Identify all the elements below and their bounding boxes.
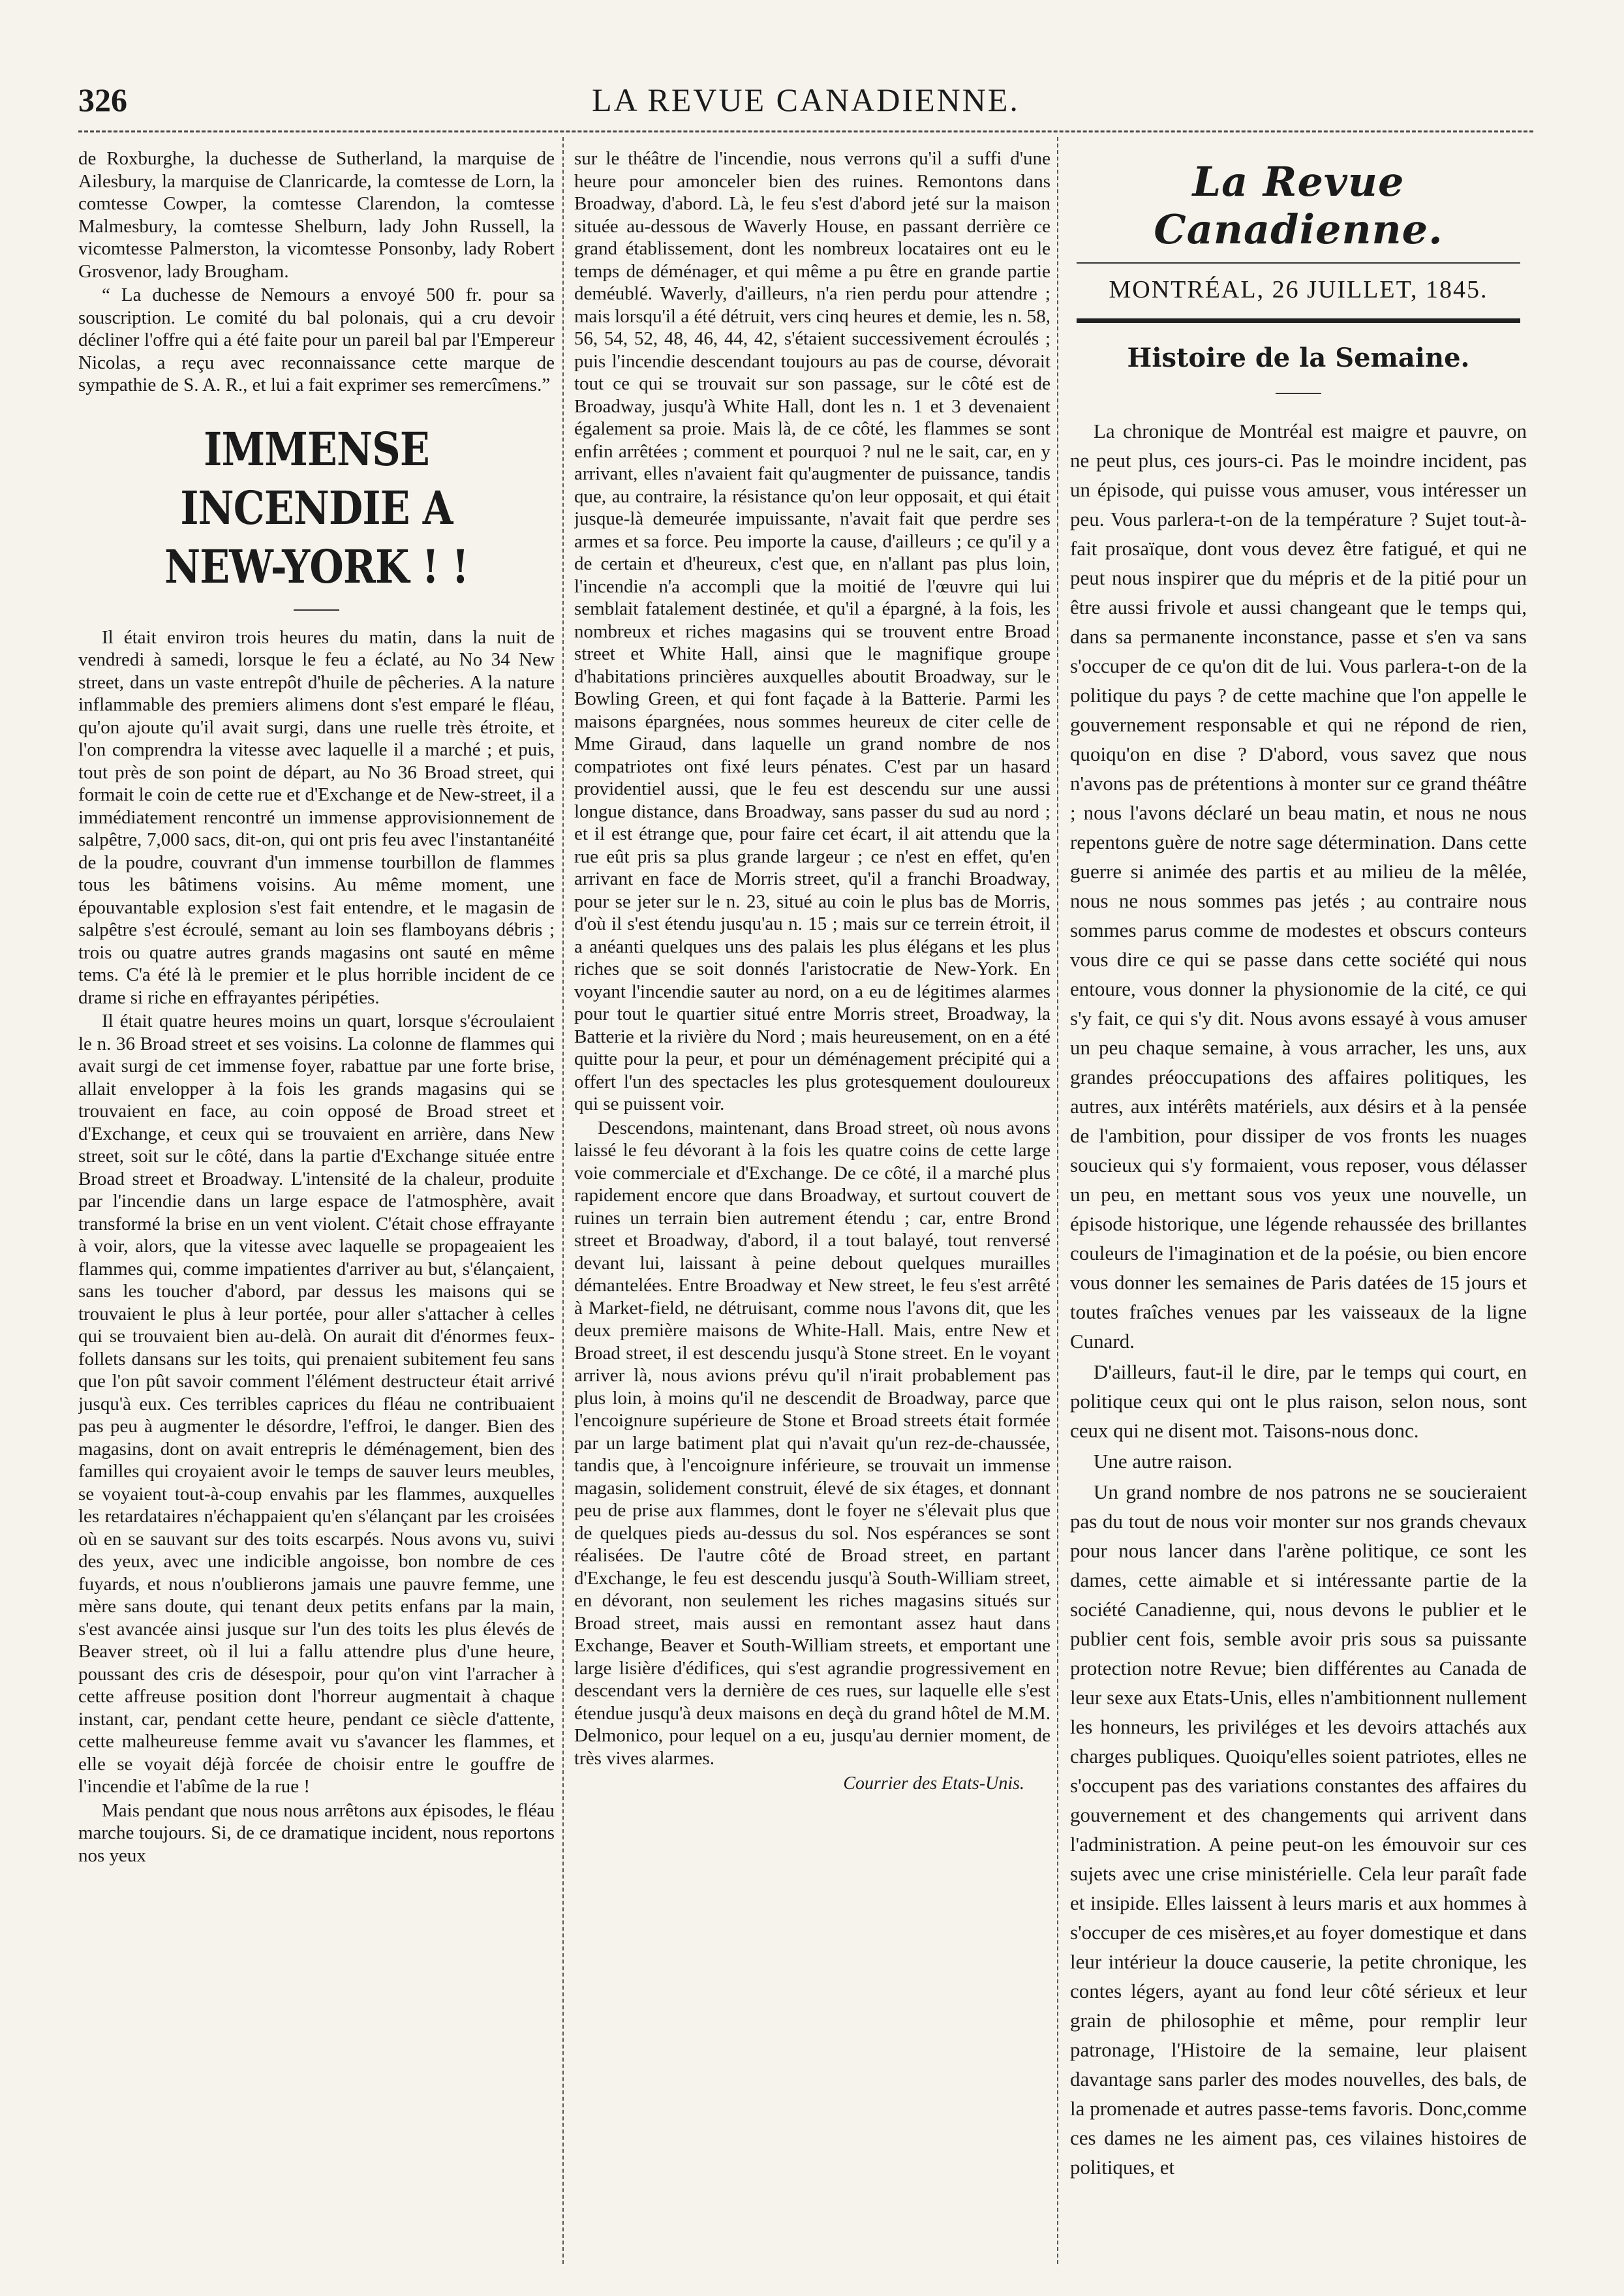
chronique-paragraph-3: Une autre raison. — [1094, 1450, 1233, 1473]
section-title: Histoire de la Semaine. — [1127, 343, 1470, 373]
dateline: MONTRÉAL, 26 JUILLET, 1845. — [1109, 276, 1488, 303]
article-title — [112, 420, 521, 596]
column-2 — [574, 147, 1050, 2255]
article-paragraph-2: Il était quatre heures moins un quart, lorsque s'écroulaient le n. 36 Broad street et ses voisins. La colonne de flammes qui avait surgi de cet immense foyer, rabattue par une forte brise, allait envelopper à la fois les grands magasins qui se trouvaient en face, au coin opposé de Broad street et d'Exchange, et ceux qui se trouvaient en arrière, dans New street, soit sur le côté, dans la partie d'Exchange située entre Broad street et Broadway. L'intensité de la chaleur, produite par l'incendie dans un large espace de l'atmosphère, avait transformé la brise en un vent violent. C'était chose effrayante à voir, alors, que la vitesse avec laquelle se propageaient les flammes qui, comme impatientes d'arriver au but, s'élançaient, sans les toucher d'abord, par dessus les maisons qui se trouvaient le plus à leur portée, pour aller s'attacher à celles qui se trouvaient bien au-delà. On aurait dit d'énormes feux-follets dansans sur les toits, qui prenaient subitement feu sans que l'on pût savoir comment l'élément destructeur était arrivé jusqu'à eux. Ces terribles caprices du fléau ne contribuaient pas peu à augmenter le désordre, l'effroi, le danger. Bien des magasins, dont on avait entrepris le déménagement, bien des familles qui croyaient avoir le temps de sauver leurs meubles, se voyaient tout-à-coup envahis par les flammes, auxquelles les retardataires n'échappaient qu'en s'élançant par les croisées où en se sauvant sur des toits escarpés. Nous avons vu, suivi des yeux, avec une indicible angoisse, bon nombre de ces fuyards, et nous n'oublierons jamais une pauvre femme, une mère sans doute, qui tenant deux petits enfans par la main, s'est avancée ainsi jusque sur l'un des toits les plus élevés de Beaver street, où il lui a fallu attendre plus d'une heure, poussant des cris de désespoir, pour qu'on vint l'arracher à cette affreuse position dont l'horreur augmentait à chaque instant, car, pendant cette heure, pendant ce siècle d'attente, cette malheureuse femme avait vu s'avancer les flammes, et elle se voyait déjà forcée de choisir entre le gouffre de l'incendie et l'abîme de la rue ! — [78, 1011, 555, 1797]
masthead-logo: La Revue Canadienne. — [1154, 158, 1443, 253]
title-rule — [294, 609, 339, 611]
page-header — [78, 81, 1533, 133]
quote-paragraph: “ La duchesse de Nemours a envoyé 500 fr. pour sa souscription. Le comité du bal polonais, qui a cru devoir décliner l'offre qui a été faite pour un pareil bal par l'Empereur Nicolas, a reçu avec reconnaissance cette marque de sympathie de S. A. R., et lui a fait exprimer ses remercîmens.” — [78, 284, 555, 395]
article-signature: Courrier des Etats-Unis. — [843, 1773, 1024, 1794]
article-paragraph-1: Il était environ trois heures du matin, dans la nuit de vendredi à samedi, lorsque le feu a éclaté, au No 34 New street, dans un vaste entrepôt d'huile de pêcheries. A la nature inflammable des premiers alimens dont s'est emparé le fléau, qu'on ajoute qu'il avait surgi, dans une ruelle très étroite, et l'on comprendra la vitesse avec laquelle il a marché ; et puis, tout près de son point de départ, au No 36 Broad street, qui formait le coin de cette rue et d'Exchange et de New-street, il a immédiatement rencontré un immense approvisionnement de salpêtre, 7,000 sacs, dit-on, qui ont pris feu avec l'instantanéité de la poudre, couvrant d'un immense tourbillon de flammes tous les bâtimens voisins. Au même moment, une épouvantable explosion s'est fait entendre, et le magasin de salpêtre s'est écroulé, semant au loin ses flamboyans débris ; trois ou quatre autres grands magasins ont sauté en même tems. C'a été là le premier et le plus horrible incident de ce drame si riche en effrayantes péripéties. — [78, 626, 555, 1008]
article-title-line-1: IMMENSE INCENDIE A — [180, 421, 453, 535]
dateline-rule — [1077, 318, 1520, 323]
section-rule — [1276, 393, 1321, 394]
chronique-paragraph-4: Un grand nombre de nos patrons ne se soucieraient pas du tout de nous voir monter sur nos grands chevaux pour nous lancer dans l'arène politique, ce sont les dames, cette aimable et si intéressante partie de la société Canadienne, qui, nous devons le publier et le publier cent fois, semble avoir pris sous sa puissante protection notre Revue; bien différentes au Canada de leur sexe aux Etats-Unis, elles n'ambitionnent nullement les honneurs, les priviléges et les devoirs attachés aux charges publiques. Quoiqu'elles soient patriotes, elles ne s'occupent pas des variations constantes des affaires du gouvernement et des changements qui arrivent dans l'administration. A peine peut-on les émouvoir sur ces sujets avec une crise ministérielle. Cela leur paraît fade et insipide. Elles laissent à leurs maris et aux hommes à s'occuper de ces misères,et au foyer domestique et dans leur intérieur la douce causerie, la petite chronique, les contes légers, ayant au fond leur côté sérieux et leur grain de philosophie et même, pour remplir leur patronage, l'Histoire de la semaine, leur plaisent davantage sans parler des modes nouvelles, des bals, de la promenade et autres passe-tems favoris. Donc,comme ces dames ne les aiment pas, ces vilaines histoires de politiques, et — [1070, 1480, 1527, 2179]
chronique-paragraph-1: La chronique de Montréal est maigre et pauvre, on ne peut plus, ces jours-ci. Pas le moindre incident, pas un épisode, qui puisse vous amuser, vous intéresser un peu. Vous parlera-t-on de la température ? Sujet tout-à-fait prosaïque, dont vous devez être fatigué, et qui ne peut nous inspirer que du mépris et de la pitié pour un être aussi frivole et aussi changeant que le temps qui, dans sa permanente inconstance, passe et s'en va sans s'occuper de ce qu'on dit de lui. Vous parlera-t-on de la politique du pays ? de cette machine que l'on appelle le gouvernement responsable et qui ne répond de rien, quoiqu'on en dise ? D'abord, vous savez que nous n'avons pas de prétentions à monter sur ce grand théâtre ; nous l'avons déclaré un beau matin, et nous ne nous repentons guère de notre sage détermination. Dans cette guerre si animée des partis et au milieu de la mêlée, nous ne nous sommes pas jetés ; au contraire nous sommes parus comme de modestes et obscurs conteurs vous dire ce qui se passe dans cette société qui nous entoure, vous donner la physionomie de la cité, ce qui s'y fait, ce qui s'y dit. Nous avons essayé à vous amuser un peu chaque semaine, à vous arracher, les uns, aux grandes préoccupations des affaires politiques, les autres, aux intérêts matériels, aux désirs et à la pensée de l'ambition, pour dissiper de vos fronts les nuages soucieux qui s'y formaient, vous reposer, vous délasser un peu, en mettant sous vos yeux une nouvelle, un épisode historique, une légende rehaussée des brillantes couleurs de l'imagination et de la poésie, ou bien encore vous donner les semaines de Paris datées de 15 jours et toutes fraîches venues par les vaisseaux de la ligne Cunard. — [1070, 420, 1527, 1353]
column-divider-1 — [562, 137, 564, 2264]
chronique-paragraph-2: D'ailleurs, faut-il le dire, par le temps qui court, en politique ceux qui ont le plus raison, selon nous, sont ceux qui ne disent mot. Taisons-nous donc. — [1070, 1360, 1527, 1442]
column-divider-2 — [1057, 137, 1058, 2264]
column-1 — [78, 147, 555, 2255]
column-3 — [1070, 147, 1527, 2255]
intro-paragraph: de Roxburghe, la duchesse de Sutherland, la marquise de Ailesbury, la marquise de Clanricarde, la comtesse de Lorn, la comtesse Cowper, la comtesse Clarendon, la comtesse Malmesbury, la comtesse Shelburn, lady John Russell, la vicomtesse Palmerston, la vicomtesse Ponsonby, lady Robert Grosvenor, lady Brougham. — [78, 148, 555, 282]
article-paragraph-5: Descendons, maintenant, dans Broad street, où nous avons laissé le feu dévorant à la fois les quatre coins de cette large voie commerciale et d'Exchange. De ce côté, il a marché plus rapidement encore que dans Broadway, et surtout couvert de ruines un terrain bien autrement étendu ; car, entre Brond street et Broadway, d'abord, il a tout balayé, tout renversé devant lui, laissant à peine debout quelques murailles démantelées. Entre Broadway et New street, le feu s'est arrêté à Market-field, ne détruisant, comme nous l'avons dit, que les deux première maisons de White-Hall. Mais, entre New et Broad street, il est descendu jusqu'à Stone street. En le voyant arriver là, nous avions prévu qu'il n'irait probablement pas plus loin, à moins qu'il ne descendit de Broadway, parce que l'encoignure supérieure de Stone et Broad streets était formée par un large batiment plat qui n'avait qu'un rez-de-chaussée, tandis que, à l'encoignure inférieure, se trouvait un immense magasin, solidement construit, élevé de six étages, et donnant peu de prise aux flammes, dont le foyer ne s'élevait plus que de quelques pieds au-dessus du sol. Nos espérances se sont réalisées. De l'autre côté de Broad street, en partant d'Exchange, le feu est descendu jusqu'à South-William street, en dévorant, non seulement les riches magasins situés sur Broad street, mais aussi en remontant assez haut dans Exchange, Beaver et South-William streets, et emportant une large lisière d'édifices, qui s'est agrandie progressivement en descendant vers la dernière de ces rues, sur laquelle elle s'est étendue jusqu'à deux maisons en deçà du grand hôtel de M.M. Delmonico, pour lequel on a eu, jusqu'au dernier moment, de très vives alarmes. — [574, 1117, 1050, 1769]
header-rule — [78, 130, 1533, 132]
masthead-rule — [1077, 262, 1520, 264]
running-head: LA REVUE CANADIENNE. — [592, 82, 1020, 118]
page-number: 326 — [78, 82, 127, 118]
article-paragraph-3: Mais pendant que nous nous arrêtons aux épisodes, le fléau marche toujours. Si, de ce dramatique incident, nous reportons nos yeux — [78, 1799, 555, 1866]
article-title-line-2: NEW-YORK ! ! — [164, 539, 468, 594]
article-paragraph-4: sur le théâtre de l'incendie, nous verrons qu'il a suffi d'une heure pour amonceler bien des ruines. Remontons dans Broadway, d'abord. Là, le feu s'est d'abord jeté sur la maison située au-dessous de Waverly House, en passant derrière ce grand établissement, dont les nombreux locataires ont eu le temps de déménager, et qui même a pu être en grande partie deméublé. Waverly, d'ailleurs, n'a rien perdu pour attendre ; mais lorsqu'il a été détruit, vers cinq heures et demie, les n. 58, 56, 54, 52, 48, 46, 44, 42, s'étaient successivement écroulés ; puis l'incendie descendant toujours au pas de course, dévorait tout ce qui se trouvait sur son passage, sur le côté est de Broadway, jusqu'à White Hall, dont les n. 1 et 3 devenaient également sa proie. Mais là, de ce côté, les flammes se sont enfin arrêtées ; comment et pourquoi ? nul ne le sait, car, en y arrivant, elles n'avaient fait qu'augmenter de puissance, tandis que, au contraire, la résistance qu'on leur opposait, et qui était jusque-là demeurée impuissante, n'avait fait que perdre ses armes et sa force. Peu importe la cause, d'ailleurs ; ce qu'il y a de certain et d'heureux, c'est que, en n'allant pas plus loin, l'incendie n'a accompli que la moitié de l'œuvre qui lui semblait fatalement destinée, et qu'il a épargné, à la fois, les nombreux et riches magasins qui se trouvent entre Broad street et White Hall, ainsi que le magnifique groupe d'habitations princières auxquelles aboutit Broadway, sur le Bowling Green, et qui font façade à la Batterie. Parmi les maisons épargnées, nous sommes heureux de citer celle de Mme Giraud, dans laquelle un grand nombre de nos compatriotes ont fixé leurs pénates. C'est par un hasard providentiel aussi, que le feu est descendu sur une aussi longue distance, dans Broadway, sans passer du sud au nord ; et il est étrange que, pour faire cet écart, il ait attendu que la rue eût pris sa plus grande largeur ; ce n'est en effet, qu'en arrivant en face de Morris street, qu'il a franchi Broadway, pour se jeter sur le n. 23, situé au coin le plus bas de Morris, d'où il s'est étendu jusqu'au n. 15 ; mais sur ce terrein étroit, il a anéanti quelques uns des palais les plus élégans et les plus riches que se soit donnés l'aristocratie de New-York. En voyant l'incendie sauter au nord, on a eu de légitimes alarmes pour tout le quartier situé entre Morris street, Broadway, la Batterie et la rivière du Nord ; mais heureusement, on en a été quitte pour la peur, et pour un déménagement précipité qui a offert l'un des spectacles les plus grotesquement douloureux qui se puissent voir. — [574, 148, 1050, 1114]
